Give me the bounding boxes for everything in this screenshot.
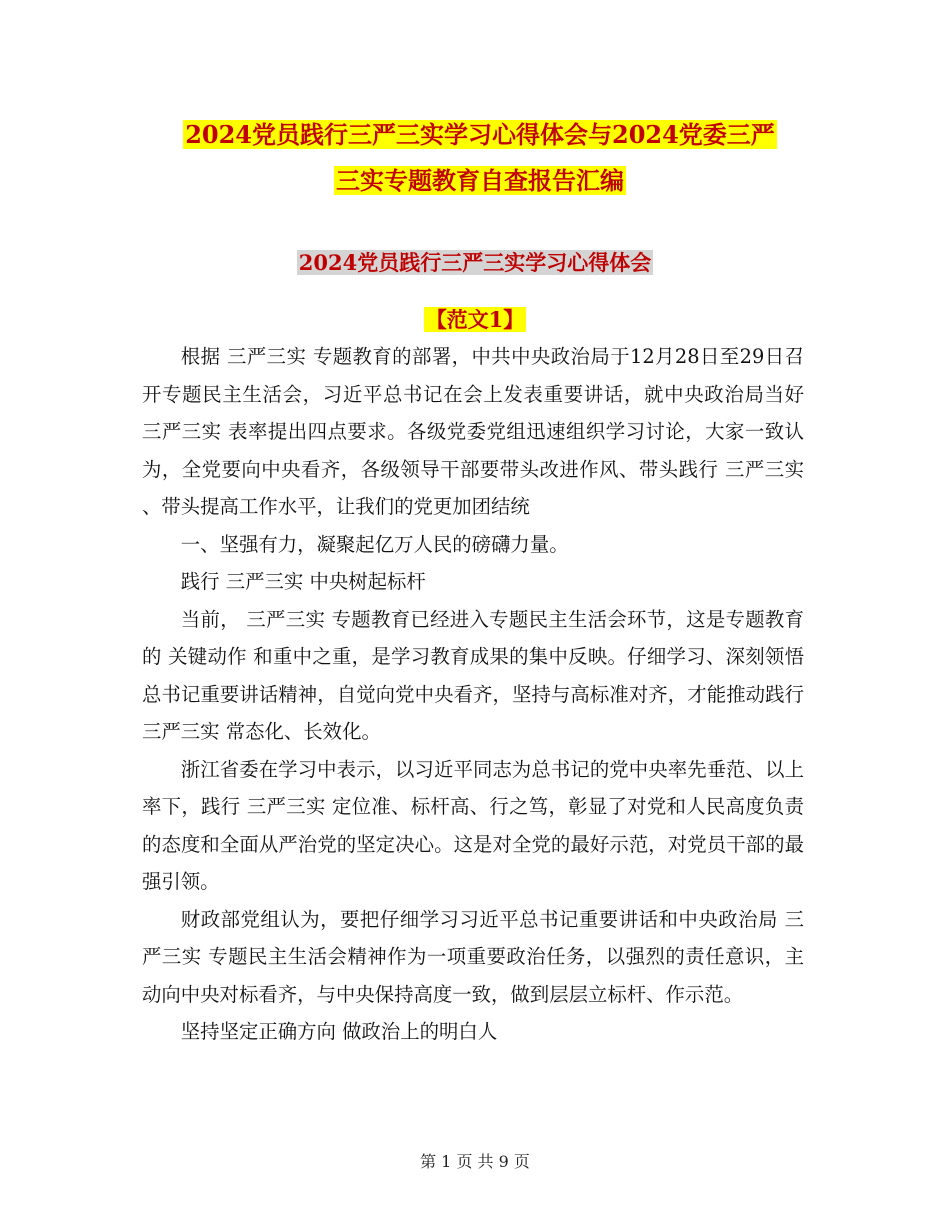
paragraph: 坚持坚定正确方向 做政治上的明白人	[180, 1020, 498, 1043]
page-footer: 第 1 页 共 9 页	[420, 1152, 530, 1171]
sample-tag-text: 【范文1】	[425, 307, 525, 332]
subtitle-text: 2024党员践行三严三实学习心得体会	[298, 250, 652, 275]
paragraph: 财政部党组认为，要把仔细学习习近平总书记重要讲话和中央政治局 三严三实 专题民主生活会精神作为一项重要政治任务，以强烈的责任意识，主动向中央对标看齐，与中央保持高度一致，做到层层立标杆、作示范。	[142, 907, 804, 1006]
paragraph: 当前， 三严三实 专题教育已经进入专题民主生活会环节，这是专题教育的 关键动作 和重中之重，是学习教育成果的集中反映。仔细学习、深刻领悟总书记重要讲话精神，自觉向党中央看齐，坚持与高标准对齐，才能推动践行 三严三实 常态化、长效化。	[142, 607, 804, 743]
body-text	[142, 338, 804, 1051]
paragraph: 践行 三严三实 中央树起标杆	[180, 570, 426, 593]
paragraph: 浙江省委在学习中表示，以习近平同志为总书记的党中央率先垂范、以上率下，践行 三严三实 定位准、标杆高、行之笃，彰显了对党和人民高度负责的态度和全面从严治党的坚定决心。这是对全党的最好示范，对党员干部的最强引领。	[142, 757, 804, 893]
title-line-2: 三实专题教育自查报告汇编	[336, 166, 624, 195]
section-subtitle	[140, 243, 810, 283]
title-line-1: 2024党员践行三严三实学习心得体会与2024党委三严	[185, 120, 775, 149]
sample-tag	[140, 300, 810, 340]
document-title	[140, 112, 820, 204]
paragraph: 一、坚强有力，凝聚起亿万人民的磅礴力量。	[180, 532, 569, 556]
paragraph: 根据 三严三实 专题教育的部署，中共中央政治局于12月28日至29日召开专题民主生活会，习近平总书记在会上发表重要讲话，就中央政治局当好 三严三实 表率提出四点要求。各级党委党组迅速组织学习讨论，大家一致认为，全党要向中央看齐，各级领导干部要带头改进作风、带头践行 三严三实 、带头提高工作水平，让我们的党更加团结统	[142, 345, 804, 518]
